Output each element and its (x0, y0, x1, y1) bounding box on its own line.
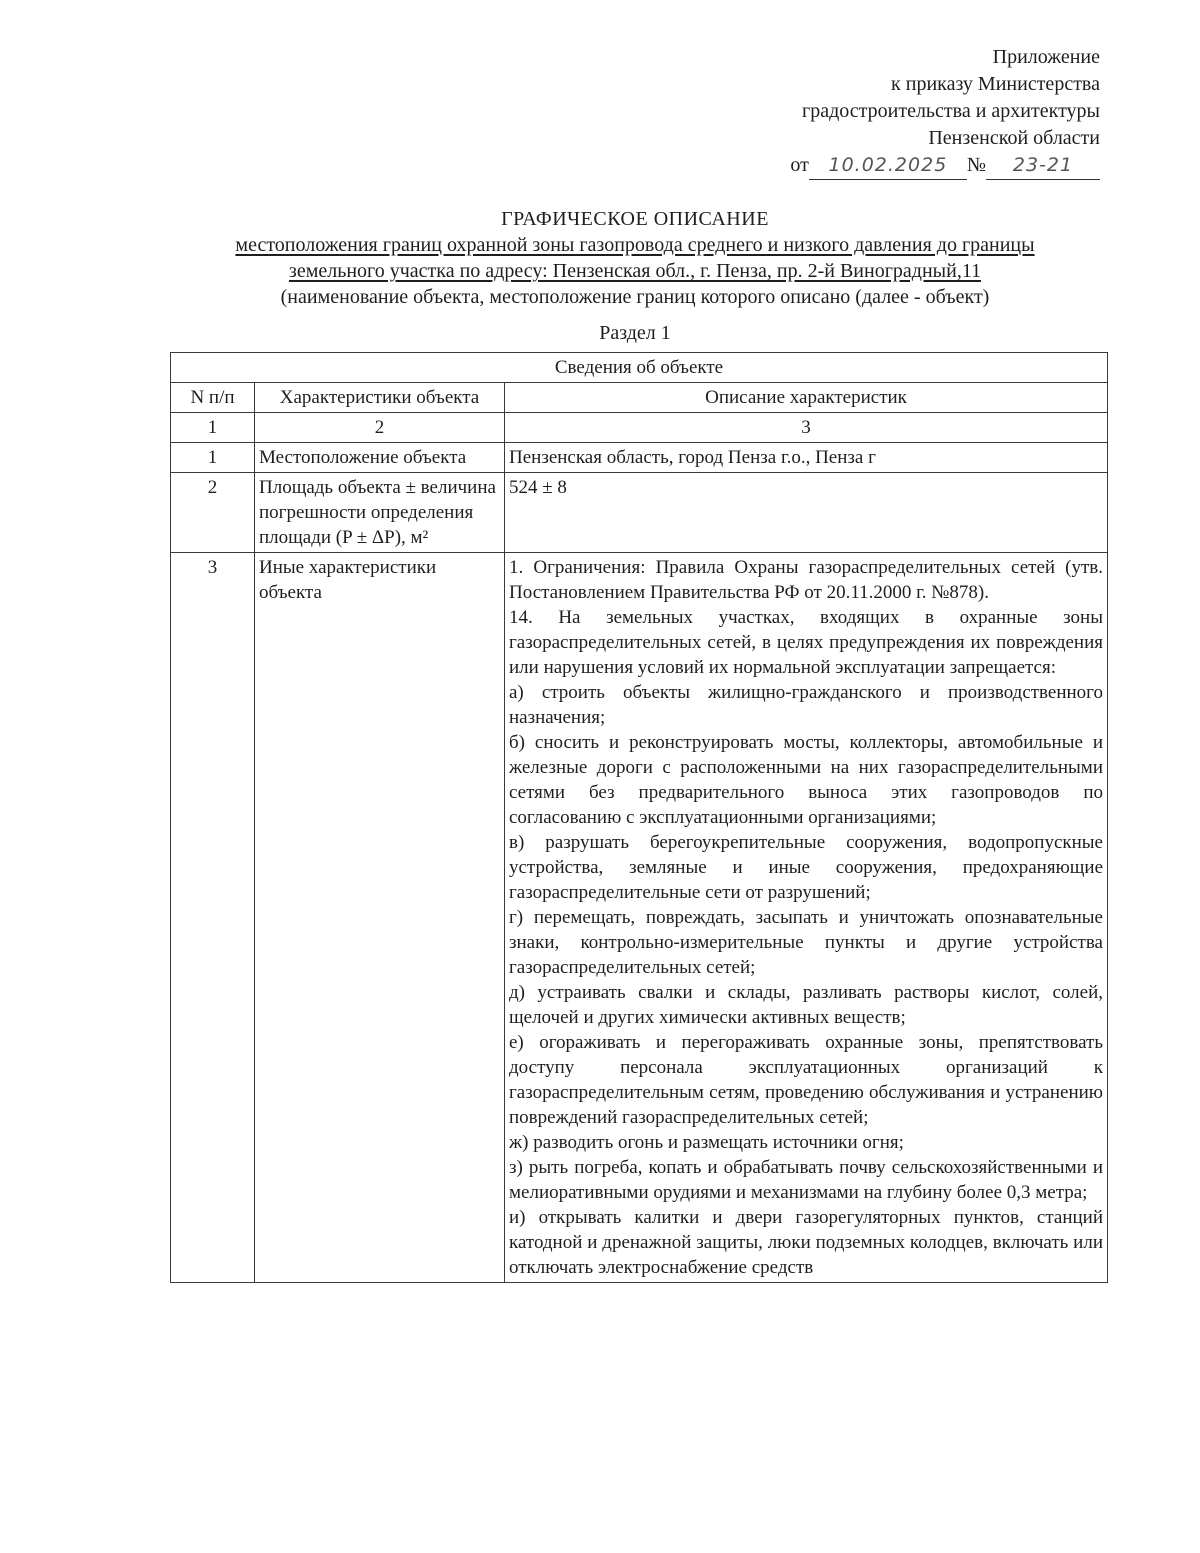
order-number-sign: № (966, 154, 986, 176)
order-date-line (790, 152, 1100, 180)
header-characteristic: Характеристики объекта (255, 383, 505, 413)
order-number-handwritten: 23-21 (986, 152, 1100, 180)
column-number: 2 (255, 413, 505, 443)
row-value-list (505, 553, 1108, 1283)
restriction-paragraph: б) сносить и реконструировать мосты, коллекторы, автомобильные и железные дороги с расположенными на них газораспределительными сетями без предварительного выноса этих газопроводов по согласованию с эксплуатационными организациями; (509, 732, 1103, 828)
column-number: 3 (505, 413, 1108, 443)
row-num: 3 (171, 553, 255, 1283)
row-name: Площадь объекта ± величина погрешности определения площади (P ± ΔP), м² (255, 473, 505, 553)
row-name: Иные характеристики объекта (255, 553, 505, 1283)
appendix-block (790, 44, 1100, 180)
title-block (160, 206, 1110, 310)
appendix-line: Приложение (992, 46, 1100, 68)
appendix-line: Пензенской области (928, 127, 1100, 149)
section-label: Раздел 1 (599, 322, 671, 344)
column-number-row (171, 413, 1108, 443)
document-title: ГРАФИЧЕСКОЕ ОПИСАНИЕ (501, 208, 769, 230)
row-name: Местоположение объекта (255, 443, 505, 473)
restriction-paragraph: в) разрушать берегоукрепительные сооружения, водопропускные устройства, земляные и иные сооружения, предохраняющие газораспределительные сети от разрушений; (509, 832, 1103, 903)
object-name-line-2: земельного участка по адресу: Пензенская обл., г. Пенза, пр. 2-й Виноградный,11 (288, 260, 982, 282)
restriction-paragraph: и) открывать калитки и двери газорегуляторных пунктов, станций катодной и дренажной защиты, люки подземных колодцев, включать или отключать электроснабжение средств (509, 1207, 1103, 1278)
header-num: N п/п (171, 383, 255, 413)
table-row (171, 553, 1108, 1283)
table-header-row (171, 383, 1108, 413)
row-num: 2 (171, 473, 255, 553)
restriction-paragraph: а) строить объекты жилищно-гражданского и производственного назначения; (509, 682, 1103, 728)
restriction-paragraph: д) устраивать свалки и склады, разливать растворы кислот, солей, щелочей и других химически активных веществ; (509, 982, 1103, 1028)
restriction-paragraph: з) рыть погреба, копать и обрабатывать почву сельскохозяйственными и мелиоративными орудиями и механизмами на глубину более 0,3 метра; (509, 1157, 1103, 1203)
order-date-handwritten: 10.02.2025 (809, 152, 967, 180)
restriction-paragraph: г) перемещать, повреждать, засыпать и уничтожать опознавательные знаки, контрольно-измерительные пункты и другие устройства газораспределительных сетей; (509, 907, 1103, 978)
row-num: 1 (171, 443, 255, 473)
header-description: Описание характеристик (505, 383, 1108, 413)
restriction-paragraph: 1. Ограничения: Правила Охраны газораспределительных сетей (утв. Постановлением Правительства РФ от 20.11.2000 г. №878). (509, 557, 1103, 603)
table-row (171, 443, 1108, 473)
restriction-paragraph: е) огораживать и перегораживать охранные зоны, препятствовать доступу персонала эксплуатационных организаций к газораспределительным сетям, проведению обслуживания и устранению повреждений газораспределительных сетей; (509, 1032, 1103, 1128)
table-caption: Сведения об объекте (171, 353, 1108, 383)
restriction-paragraph: ж) разводить огонь и размещать источники огня; (509, 1132, 904, 1153)
row-value: Пензенская область, город Пенза г.о., Пенза г (505, 443, 1108, 473)
restriction-paragraph: 14. На земельных участках, входящих в охранные зоны газораспределительных сетей, в целях предупреждения их повреждения или нарушения условий их нормальной эксплуатации запрещается: (509, 607, 1103, 678)
table-caption-row (171, 353, 1108, 383)
object-name-line-1: местоположения границ охранной зоны газопровода среднего и низкого давления до границы (235, 234, 1035, 256)
order-prefix: от (790, 154, 809, 176)
appendix-line: к приказу Министерства (891, 73, 1100, 95)
appendix-line: градостроительства и архитектуры (802, 100, 1100, 122)
object-name-caption: (наименование объекта, местоположение границ которого описано (далее - объект) (280, 286, 990, 308)
table-row (171, 473, 1108, 553)
object-info-table (170, 352, 1108, 1283)
column-number: 1 (171, 413, 255, 443)
row-value: 524 ± 8 (505, 473, 1108, 553)
